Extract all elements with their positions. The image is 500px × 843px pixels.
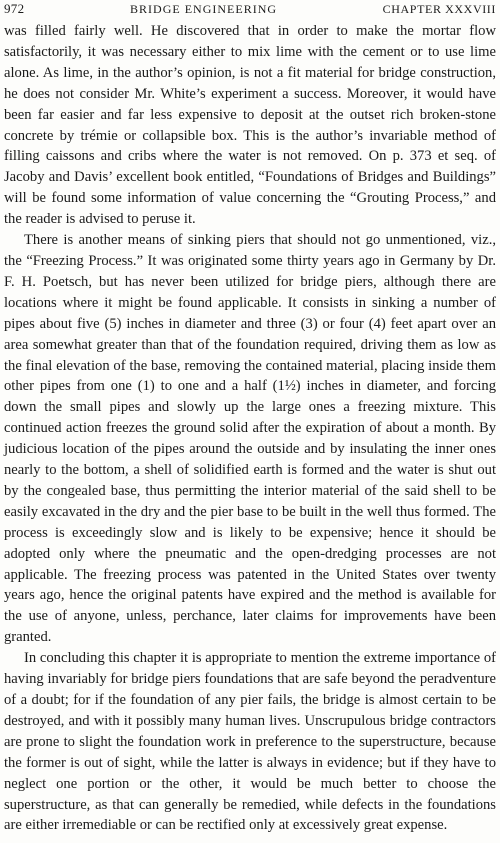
running-title: BRIDGE ENGINEERING bbox=[130, 2, 278, 16]
paragraph-continued: was filled fairly well. He discovered that in order to make the mortar flow satisfactorily, it was necessary either to mix lime with the cement or to use lime alone. As lime, in the author’s opinion, is not a fit material for bridge construction, he does not consider Mr. White’s experiment a success. Moreover, it would have been far easier and far less expensive to deposit at the outset rich broken-stone concrete by trémie or collapsible box. This is the author’s invariable method of filling caissons and cribs where the water is not removed. On p. 373 et seq. of Jacoby and Davis’ excellent book entitled, “Foundations of Bridges and Buildings” will be found some information of value concerning the “Grouting Process,” and the reader is advised to peruse it. bbox=[4, 23, 496, 228]
running-header bbox=[4, 0, 496, 21]
paragraph-freezing-process: There is another means of sinking piers that should not go unmentioned, viz., the “Freezing Process.” It was originated some thirty years ago in Germany by Dr. F. H. Poetsch, but has never been utilized for bridge piers, although there are locations where it might be found applicable. It consists in sinking a number of pipes about five (5) inches in diameter and three (3) or four (4) feet apart over an area somewhat greater than that of the foundation required, driving them as low as the final elevation of the base, removing the contained material, placing inside them other pipes from one (1) to one and a half (1½) inches in diameter, and forcing down the small pipes and slowly up the large ones a freezing mixture. This continued action freezes the ground solid after the expiration of about a month. By judicious location of the pipes around the outside and by insulating the inner ones nearly to the bottom, a shell of solidified earth is formed and the water is shut out by the congealed base, thus permitting the interior material of the said shell to be easily excavated in the dry and the pier base to be built in the well thus formed. The process is exceedingly slow and is likely to be expensive; hence it should be adopted only where the pneumatic and the open-dredging processes are not applicable. The freezing process was patented in the United States over twenty years ago, hence the original patents have expired and the method is available for the use of anyone, unless, perchance, later claims for improvements have been granted. bbox=[4, 232, 496, 646]
chapter-label: CHAPTER XXXVIII bbox=[382, 2, 496, 16]
paragraph-conclusion: In concluding this chapter it is appropriate to mention the extreme importance of having invariably for bridge piers foundations that are safe beyond the peradventure of a doubt; for if the foundation of any pier fails, the bridge is almost certain to be destroyed, and with it possibly many human lives. Unscrupulous bridge contractors are prone to slight the foundation work in preference to the superstructure, because the former is out of sight, while the latter is always in evidence; but if they have to neglect one portion or the other, it would be much better to choose the superstructure, as that can generally be remedied, while defects in the foundations are either irremediable or can be rectified only at excessively great expense. bbox=[4, 650, 496, 834]
page-number: 972 bbox=[4, 1, 25, 16]
